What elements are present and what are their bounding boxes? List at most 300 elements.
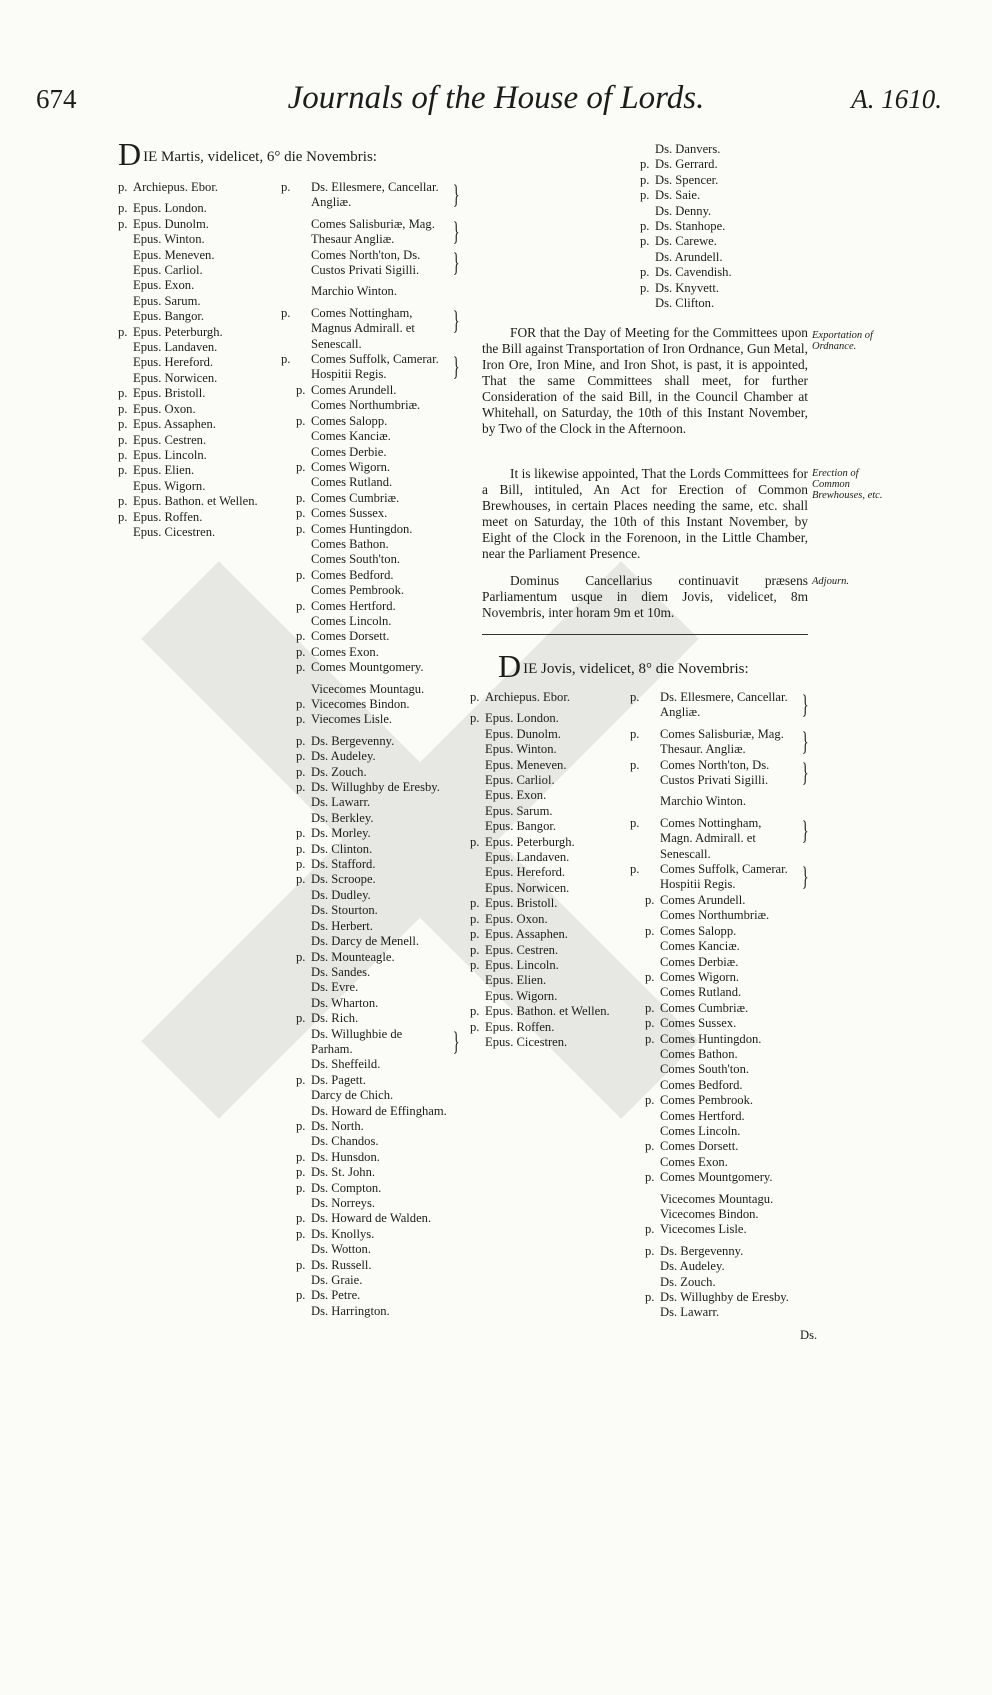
presence-mark: p.: [296, 733, 306, 748]
roll-entry: [645, 1207, 810, 1222]
lord-name: Ds. Petre.: [311, 1288, 361, 1303]
lord-name: Epus. Assaphen.: [485, 927, 568, 942]
roll-entry: [296, 383, 461, 398]
lord-name: Epus. Peterburgh.: [485, 834, 575, 849]
roll-entry: [118, 386, 288, 401]
roll-entry: [296, 996, 461, 1011]
roll-entry: [296, 749, 461, 764]
lord-name: Ds. Pagett.: [311, 1072, 366, 1087]
section-divider: [482, 634, 808, 635]
presence-mark: p.: [296, 826, 306, 841]
lord-name: Ds. Russell.: [311, 1257, 372, 1272]
lord-name: Epus. Peterburgh.: [133, 324, 223, 339]
presence-mark: p.: [645, 1222, 655, 1237]
presence-mark: p.: [470, 911, 480, 926]
lord-name: Epus. Norwicen.: [133, 370, 218, 385]
roll-entry: [118, 448, 288, 463]
presence-mark: p.: [296, 872, 306, 887]
roll-entry: [470, 773, 640, 788]
lord-name: Epus. Bristoll.: [485, 896, 558, 911]
presence-mark: p.: [645, 1031, 655, 1046]
lord-name: Ds. Cavendish.: [655, 265, 732, 280]
lord-name: Comes Derbie.: [311, 444, 387, 459]
lord-name: Ds. Darcy de Menell.: [311, 934, 420, 949]
presence-mark: p.: [118, 432, 128, 447]
roll-entry: [630, 757, 810, 789]
presence-mark: p.: [296, 1211, 306, 1226]
lord-name: Ds. Mounteagle.: [311, 949, 395, 964]
roll-entry: [281, 305, 461, 352]
presence-mark: p.: [470, 1019, 480, 1034]
roll-entry: [118, 510, 288, 525]
roll-entry: [296, 765, 461, 780]
roll-entry: [296, 552, 461, 567]
roll-entry: [645, 1259, 810, 1274]
presence-mark: p.: [296, 841, 306, 856]
presence-mark: p.: [645, 1093, 655, 1108]
lord-name: Darcy de Chich.: [311, 1088, 394, 1103]
presence-mark: p.: [470, 834, 480, 849]
roll-entry: [645, 970, 810, 985]
lord-name: Ds. Gerrard.: [655, 157, 718, 172]
presence-mark: p.: [296, 506, 306, 521]
roll-entry: [645, 1155, 810, 1170]
roll-entry: [645, 1305, 810, 1320]
presence-mark: p.: [470, 957, 480, 972]
lord-name: Comes Cumbriæ.: [660, 1000, 749, 1015]
roll-entry: [118, 402, 288, 417]
roll-entry: [296, 1165, 461, 1180]
lord-name: Comes Exon.: [311, 644, 379, 659]
roll-entry: [296, 645, 461, 660]
lord-name: Ds. Howard de Walden.: [311, 1211, 432, 1226]
roll-entry: [470, 711, 640, 726]
presence-mark: p.: [296, 857, 306, 872]
presence-mark: p.: [470, 690, 480, 704]
lord-name: Comes Kanciæ.: [660, 939, 740, 954]
lord-name: Comes Salopp.: [311, 413, 388, 428]
presence-mark: p.: [640, 188, 650, 203]
roll-entry: [640, 250, 820, 265]
roll-entry: [470, 912, 640, 927]
roll-entry: [118, 525, 288, 540]
roll-entry: [645, 1078, 810, 1093]
lord-name: Comes Nottingham, Magnus Admirall. et Senescall.: [311, 305, 415, 351]
lord-name: Comes Sussex.: [660, 1016, 737, 1031]
roll-entry: [118, 463, 288, 478]
lord-name: Epus. Sarum.: [133, 293, 201, 308]
lord-name: Ds. Hunsdon.: [311, 1149, 380, 1164]
lord-name: Ds. Zouch.: [311, 764, 367, 779]
presence-mark: p.: [118, 509, 128, 524]
lord-name: Vicecomes Bindon.: [311, 697, 410, 711]
day2-lords-temporal-list: [630, 690, 810, 1321]
lord-name: Ds. Clifton.: [655, 296, 715, 311]
lord-name: Comes Salisburiæ, Mag. Thesaur Angliæ.: [311, 216, 435, 247]
presence-mark: p.: [281, 180, 291, 194]
roll-entry: [645, 908, 810, 923]
lord-name: Ds. Carewe.: [655, 234, 717, 249]
lord-name: Epus. Carliol.: [133, 263, 203, 278]
roll-entry: [296, 1104, 461, 1119]
roll-entry: [645, 1093, 810, 1108]
roll-entry: [296, 1211, 461, 1226]
roll-entry: [296, 629, 461, 644]
presence-mark: p.: [640, 265, 650, 280]
presence-mark: p.: [630, 815, 640, 830]
lord-name: Epus. Bathon. et Wellen.: [133, 494, 258, 509]
lord-name: Comes Huntingdon.: [660, 1031, 762, 1046]
roll-entry: [645, 1244, 810, 1259]
lord-name: Ds. Evre.: [311, 980, 359, 995]
presence-mark: p.: [296, 780, 306, 795]
presence-mark: p.: [118, 201, 128, 216]
roll-entry: [296, 712, 461, 727]
roll-entry: [296, 1258, 461, 1273]
roll-entry: [640, 265, 820, 280]
lord-name: Comes North'ton, Ds. Custos Privati Sigilli.: [311, 247, 421, 278]
presence-mark: p.: [296, 697, 306, 711]
lord-name: Ds. Herbert.: [311, 918, 373, 933]
roll-entry: [296, 965, 461, 980]
roll-entry: [630, 815, 810, 862]
presence-mark: p.: [281, 305, 291, 320]
lord-name: Comes Arundell.: [660, 892, 746, 907]
roll-entry: [645, 1001, 810, 1016]
roll-entry: [118, 494, 288, 509]
roll-entry: [470, 788, 640, 803]
roll-entry: [296, 614, 461, 629]
presence-mark: p.: [118, 180, 128, 194]
lord-name: Viecomes Lisle.: [311, 712, 393, 727]
lord-name: Ds. Harrington.: [311, 1303, 390, 1318]
presence-mark: p.: [118, 463, 128, 478]
presence-mark: p.: [470, 927, 480, 942]
presence-mark: p.: [296, 1165, 306, 1180]
presence-mark: p.: [296, 1288, 306, 1303]
roll-entry: [640, 281, 820, 296]
lord-name: Comes Lincoln.: [311, 613, 392, 628]
presence-mark: p.: [296, 660, 306, 675]
lord-name: Comes Lincoln.: [660, 1123, 741, 1138]
roll-entry: [296, 1011, 461, 1026]
roll-entry: [296, 1304, 461, 1319]
roll-entry: [645, 924, 810, 939]
lord-name: Epus. Cicestren.: [133, 524, 216, 539]
roll-entry: [118, 433, 288, 448]
lord-name: Epus. Hereford.: [133, 355, 214, 370]
lord-name: Vicecomes Mountagu.: [660, 1191, 774, 1206]
lord-name: Epus. Wigorn.: [485, 988, 558, 1003]
presence-mark: p.: [645, 1243, 655, 1258]
presence-mark: p.: [645, 892, 655, 907]
roll-entry: [645, 939, 810, 954]
journal-title: Journals of the House of Lords.: [287, 80, 705, 116]
presence-mark: p.: [118, 401, 128, 416]
lord-name: Epus. Elien.: [485, 973, 547, 988]
lord-name: Ds. Lawarr.: [660, 1305, 720, 1320]
roll-entry: [645, 1222, 810, 1237]
roll-entry: [118, 232, 288, 247]
presence-mark: p.: [630, 690, 640, 704]
roll-entry: [296, 1057, 461, 1072]
lord-name: Epus. Meneven.: [485, 757, 567, 772]
lord-name: Comes Pembrook.: [660, 1093, 754, 1108]
lord-name: Comes Huntingdon.: [311, 521, 413, 536]
lord-name: Epus. Landaven.: [133, 340, 218, 355]
roll-entry: [645, 1124, 810, 1139]
presence-mark: p.: [296, 629, 306, 644]
lord-name: Ds. Wharton.: [311, 995, 379, 1010]
roll-entry: [645, 1109, 810, 1124]
paragraph-brewhouses: It is likewise appointed, That the Lords Committees for a Bill, intituled, An Act for Erection of Common Brewhouses, in certain Places needing the same, etc. shall meet on Saturday, the 10th of this Instant November, by Eight of the Clock in the Forenoon, in the Little Chamber, near the Parliament Presence.: [482, 466, 808, 561]
roll-entry: [296, 682, 461, 697]
lord-name: Epus. Dunolm.: [485, 726, 561, 741]
day1-heading: DIE Martis, videlicet, 6° die Novembris:: [118, 136, 377, 172]
lord-name: Epus. Roffen.: [133, 509, 203, 524]
lord-name: Vicecomes Bindon.: [660, 1207, 759, 1221]
roll-entry: [470, 958, 640, 973]
roll-entry: [118, 248, 288, 263]
roll-entry: [470, 943, 640, 958]
roll-entry: [296, 857, 461, 872]
roll-entry: [118, 417, 288, 432]
lord-name: Comes Northumbriæ.: [311, 398, 421, 413]
lord-name: Ds. Willughby de Eresby.: [660, 1290, 789, 1305]
roll-entry: [640, 219, 820, 234]
presence-mark: p.: [296, 764, 306, 779]
lord-name: Ds. Scroope.: [311, 872, 376, 887]
roll-entry: [296, 1073, 461, 1088]
day1-lords-spiritual-list: [118, 180, 288, 540]
note-adjourn: Adjourn.: [812, 576, 850, 587]
roll-entry: [118, 309, 288, 324]
roll-entry: [470, 1035, 640, 1050]
roll-entry: [296, 1181, 461, 1196]
roll-entry: [645, 1047, 810, 1062]
lord-name: Epus. Cicestren.: [485, 1034, 568, 1049]
presence-mark: p.: [118, 447, 128, 462]
roll-entry: [640, 173, 820, 188]
roll-entry: [296, 842, 461, 857]
roll-entry: [470, 758, 640, 773]
lord-name: Ds. Berkley.: [311, 810, 374, 825]
lord-name: Epus. Sarum.: [485, 803, 553, 818]
lord-name: Ds. Bergevenny.: [311, 733, 395, 748]
lord-name: Ds. Spencer.: [655, 172, 719, 187]
lord-name: Ds. Bergevenny.: [660, 1243, 744, 1258]
lord-name: Ds. Knyvett.: [655, 280, 720, 295]
presence-mark: p.: [640, 219, 650, 234]
lord-name: Ds. Sandes.: [311, 964, 371, 979]
roll-entry: [645, 1016, 810, 1031]
presence-mark: p.: [118, 216, 128, 231]
lord-name: Ds. Wotton.: [311, 1242, 371, 1257]
roll-entry: [640, 188, 820, 203]
lord-name: Comes Salisburiæ, Mag. Thesaur. Angliæ.: [660, 726, 784, 757]
lord-name: Ds. Willughbie de Parham.: [311, 1026, 403, 1056]
lord-name: Marchio Winton.: [660, 794, 747, 809]
lord-name: Epus. Oxon.: [133, 401, 196, 416]
presence-mark: p.: [296, 1226, 306, 1241]
lord-name: Epus. Exon.: [485, 788, 547, 803]
roll-entry: [645, 893, 810, 908]
lord-name: Epus. Norwicen.: [485, 880, 570, 895]
roll-entry: [645, 794, 810, 809]
lord-name: Ds. Saie.: [655, 188, 701, 203]
presence-mark: p.: [645, 1290, 655, 1305]
roll-entry: [296, 1088, 461, 1103]
lord-name: Epus. Meneven.: [133, 247, 215, 262]
lord-name: Epus. Cestren.: [133, 432, 207, 447]
presence-mark: p.: [630, 726, 640, 741]
lord-name: Comes Hertford.: [660, 1108, 745, 1123]
roll-entry: [470, 850, 640, 865]
lord-name: Ds. Norreys.: [311, 1196, 376, 1210]
lord-name: Epus. Landaven.: [485, 850, 570, 865]
lord-name: Ds. Ellesmere, Cancellar. Angliæ.: [660, 690, 788, 720]
day1-lords-temporal-list: [281, 180, 461, 1319]
presence-mark: p.: [281, 352, 291, 367]
lord-name: Comes Mountgomery.: [660, 1170, 773, 1185]
roll-entry: [296, 284, 461, 299]
lord-name: Ds. Graie.: [311, 1273, 363, 1288]
roll-entry: [640, 157, 820, 172]
lord-name: Ds. Stanhope.: [655, 219, 726, 234]
roll-entry: [470, 973, 640, 988]
lord-name: Comes Suffolk, Camerar. Hospitii Regis.: [660, 862, 788, 892]
lord-name: Comes Northumbriæ.: [660, 908, 770, 923]
paragraph-adjourn: Dominus Cancellarius continuavit præsens Parliamentum usque in diem Jovis, videlicet, 8m Novembris, inter horam 9m et 10m.: [482, 573, 808, 620]
roll-entry: [296, 1288, 461, 1303]
roll-entry: [281, 180, 461, 211]
lord-name: Archiepus. Ebor.: [485, 690, 570, 704]
roll-entry: [640, 142, 820, 157]
lord-name: Comes Bedford.: [660, 1077, 743, 1092]
roll-entry: [470, 727, 640, 742]
roll-entry: [640, 204, 820, 219]
lord-name: Comes Suffolk, Camerar. Hospitii Regis.: [311, 352, 439, 382]
roll-entry: [296, 934, 461, 949]
presence-mark: p.: [296, 949, 306, 964]
presence-mark: p.: [118, 324, 128, 339]
roll-entry: [296, 583, 461, 598]
roll-entry: [645, 1062, 810, 1077]
lord-name: Ds. Stafford.: [311, 857, 376, 872]
roll-entry: [470, 690, 640, 705]
roll-entry: [296, 872, 461, 887]
lord-name: Ds. Audeley.: [311, 749, 376, 764]
presence-mark: p.: [296, 1149, 306, 1164]
roll-entry: [296, 568, 461, 583]
lord-name: Comes Kanciæ.: [311, 429, 391, 444]
lord-name: Comes South'ton.: [660, 1062, 750, 1077]
lord-name: Ds. Danvers.: [655, 142, 721, 156]
roll-entry: [296, 475, 461, 490]
lord-name: Epus. Elien.: [133, 463, 195, 478]
presence-mark: p.: [645, 923, 655, 938]
roll-entry: [296, 414, 461, 429]
day1-lords-continued-list: [640, 142, 820, 311]
lord-name: Epus. Lincoln.: [133, 447, 207, 462]
roll-entry: [296, 795, 461, 810]
roll-entry: [630, 862, 810, 893]
note-brewhouses: Erection of Common Brewhouses, etc.: [812, 468, 883, 501]
lord-name: Marchio Winton.: [311, 284, 398, 299]
lord-name: Comes Mountgomery.: [311, 660, 424, 675]
presence-mark: p.: [470, 1004, 480, 1019]
lord-name: Ds. Chandos.: [311, 1134, 379, 1149]
roll-entry: [118, 325, 288, 340]
roll-entry: [645, 1290, 810, 1305]
roll-entry: [296, 491, 461, 506]
lord-name: Comes Salopp.: [660, 923, 737, 938]
roll-entry: [645, 985, 810, 1000]
presence-mark: p.: [640, 157, 650, 172]
lord-name: Ds. Zouch.: [660, 1274, 716, 1289]
roll-entry: [296, 660, 461, 675]
lord-name: Epus. Dunolm.: [133, 216, 209, 231]
presence-mark: p.: [118, 386, 128, 401]
roll-entry: [645, 1192, 810, 1207]
lord-name: Comes Bathon.: [660, 1046, 738, 1061]
roll-entry: [296, 1242, 461, 1257]
roll-entry: [296, 888, 461, 903]
roll-entry: [118, 355, 288, 370]
day2-lords-spiritual-list: [470, 690, 640, 1050]
presence-mark: p.: [296, 413, 306, 428]
lord-name: Comes Bedford.: [311, 567, 394, 582]
roll-entry: [470, 819, 640, 834]
roll-entry: [296, 537, 461, 552]
presence-mark: p.: [630, 862, 640, 877]
lord-name: Ds. Arundell.: [655, 249, 723, 264]
lord-name: Epus. Assaphen.: [133, 417, 216, 432]
roll-entry: [640, 296, 820, 311]
lord-name: Ds. Morley.: [311, 826, 371, 841]
roll-entry: [118, 294, 288, 309]
roll-entry: [296, 460, 461, 475]
roll-entry: [470, 742, 640, 757]
roll-entry: [296, 429, 461, 444]
presence-mark: p.: [118, 494, 128, 509]
presence-mark: p.: [296, 490, 306, 505]
roll-entry: [296, 919, 461, 934]
catchword: Ds.: [800, 1328, 818, 1342]
lord-name: Ds. Sheffeild.: [311, 1057, 381, 1072]
note-ordnance: Exportation of Ordnance.: [812, 330, 873, 352]
lord-name: Comes Rutland.: [311, 475, 393, 490]
lord-name: Ds. Dudley.: [311, 887, 371, 902]
lord-name: Epus. Bangor.: [485, 819, 557, 834]
lord-name: Ds. Compton.: [311, 1180, 382, 1195]
roll-entry: [296, 780, 461, 795]
lord-name: Comes Dorsett.: [660, 1139, 739, 1154]
roll-entry: [645, 955, 810, 970]
presence-mark: p.: [645, 969, 655, 984]
roll-entry: [296, 950, 461, 965]
lord-name: Comes South'ton.: [311, 552, 401, 567]
roll-entry: [118, 479, 288, 494]
roll-entry: [645, 1170, 810, 1185]
lord-name: Epus. Winton.: [133, 232, 205, 247]
lord-name: Vicecomes Lisle.: [660, 1222, 747, 1237]
presence-mark: p.: [645, 1139, 655, 1154]
roll-entry: [470, 835, 640, 850]
lord-name: Ds. Knollys.: [311, 1226, 375, 1241]
lord-name: Epus. Hereford.: [485, 865, 566, 880]
lord-name: Comes Nottingham, Magn. Admirall. et Senescall.: [660, 815, 762, 861]
